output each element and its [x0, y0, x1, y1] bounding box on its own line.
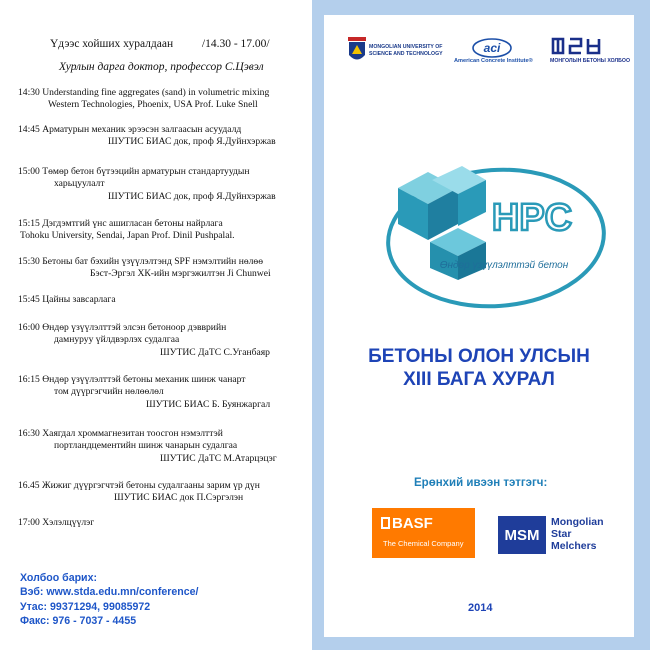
program-item: 16:15 Өндөр үзүүлэлттэй бетоны механик шинж чанарт том дүүргэгчийн нөлөөлөл ШУТИС БИАС Б. Буянжаргал: [18, 374, 271, 410]
program-panel: [0, 0, 312, 650]
session-title: Үдээс хойших хуралдаан: [50, 38, 174, 50]
basf-square-icon: [381, 517, 390, 529]
program-item: 14:45 Арматурын механик эрээсэн залгаасын асуудалд ШУТИС БИАС док, проф Я.Дуйнхэржав: [18, 124, 276, 148]
contact-phone: Утас: 99371294, 99085972: [20, 600, 151, 613]
concrete-association-logo-icon: [550, 36, 602, 56]
msm-logo-icon: [498, 516, 546, 554]
contact-heading: Холбоо барих:: [20, 572, 97, 584]
svg-text:HPC: HPC: [491, 197, 573, 239]
sponsor-label: Ерөнхий ивээн тэтгэгч:: [414, 477, 548, 489]
msm-text: Mongolian Star Melchers: [551, 516, 604, 552]
program-item: 16.45 Жижиг дүүргэгчтэй бетоны судалгааны зарим үр дүн ШУТИС БИАС док П.Сэргэлэн: [18, 480, 260, 504]
must-logo-text: MONGOLIAN UNIVERSITY OF SCIENCE AND TECHNOLOGY: [369, 44, 443, 57]
session-header: [50, 38, 270, 50]
basf-name: BASF: [392, 515, 433, 532]
program-item: 16:00 Өндөр үзүүлэлттэй элсэн бетоноор дэвврийн дамнуруу үйлдвэрлэх судалгаа ШУТИС ДаТС С.Уганбаяр: [18, 322, 270, 358]
contact-web[interactable]: Вэб: www.stda.edu.mn/conference/: [20, 586, 199, 599]
contact-fax: Факс: 976 - 7037 - 4455: [20, 615, 137, 628]
conference-title-line2: XIII БАГА ХУРАЛ: [403, 369, 555, 390]
program-item: 16:30 Хаягдал хроммагнезитан тоосгон нэмэлттэй портландцементийн шинж чанарын судалгаа ШУТИС ДаТС М.Атарцэцэг: [18, 428, 277, 464]
conference-year: 2014: [468, 602, 493, 614]
session-chair: Хурлын дарга доктор, профессор С.Цэвэл: [59, 61, 264, 73]
program-item: 14:30 Understanding fine aggregates (sand) in volumetric mixing Western Technologies, Phoenix, USA Prof. Luke Snell: [18, 87, 270, 111]
svg-text:MSM: MSM: [504, 527, 540, 544]
must-logo-icon: [347, 37, 367, 65]
program-item: 15:45 Цайны завсарлага: [18, 294, 116, 305]
aci-logo-icon: [472, 38, 512, 58]
aci-logo-text: American Concrete Institute®: [454, 58, 533, 64]
program-item: 15:00 Төмөр бетон бүтээцийн арматурын стандартуудын харьцуулалт ШУТИС БИАС док, проф Я.Дуйнхэржав: [18, 166, 276, 202]
hpc-logo-icon: [380, 160, 610, 310]
svg-text:aci: aci: [483, 41, 501, 55]
session-time: /14.30 - 17.00/: [201, 38, 270, 50]
program-item: 15:15 Дэгдэмтгий үнс ашигласан бетоны найрлага Tohoku University, Sendai, Japan Prof. Dinil Pushpalal.: [18, 218, 235, 242]
svg-text:Өндөр үзүүлэлттэй бетон: Өндөр үзүүлэлттэй бетон: [439, 260, 569, 271]
contact-block: [20, 571, 198, 629]
concrete-association-logo-text: МОНГОЛЫН БЕТОНЫ ХОЛБОО: [550, 58, 630, 64]
program-item: 15:30 Бетоны бат бэхийн үзүүлэлтэнд SPF нэмэлтийн нөлөө Бэст-Эргэл ХК-ийн мэргэжилтэн Ji Chunwei: [18, 256, 271, 280]
conference-title-line1: БЕТОНЫ ОЛОН УЛСЫН: [368, 346, 590, 367]
basf-tagline: The Chemical Company: [383, 539, 464, 548]
program-item: 17:00 Хэлэлцүүлэг: [18, 517, 95, 528]
